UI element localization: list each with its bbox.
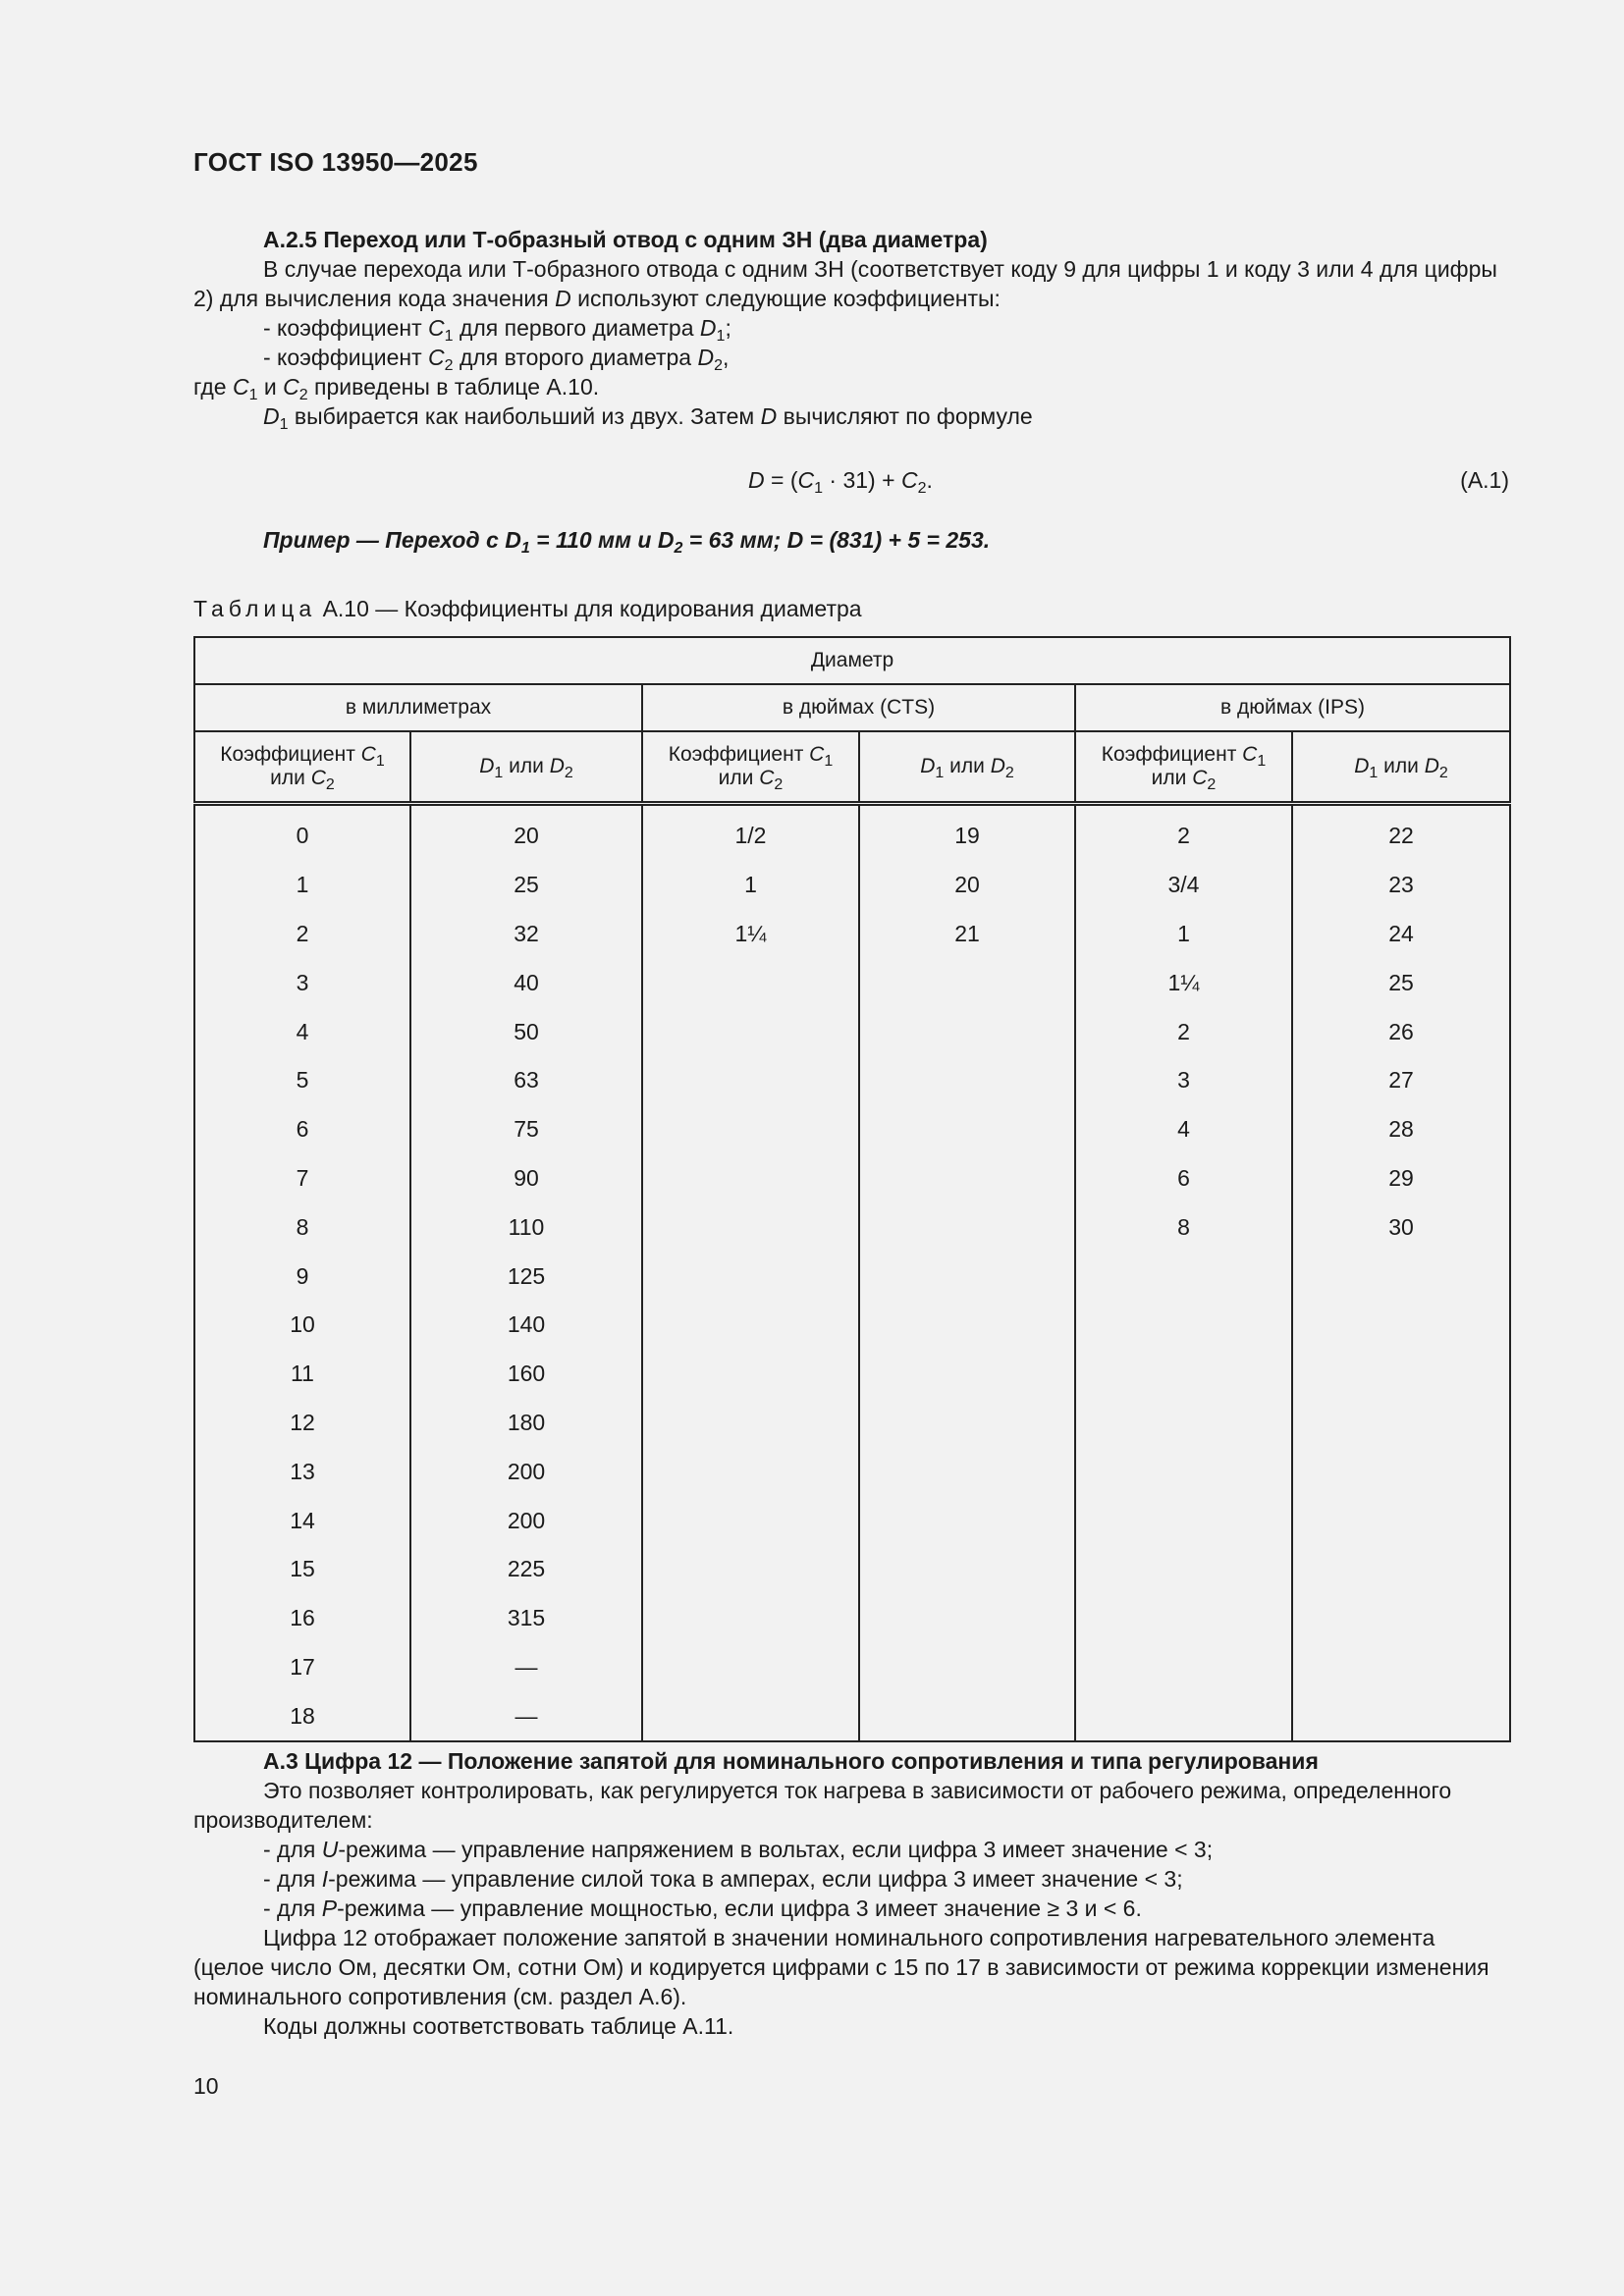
- table-row: [194, 1301, 1510, 1350]
- table-cell: [859, 958, 1075, 1007]
- table-cell: 1¼: [1075, 958, 1292, 1007]
- table-cell: [642, 1105, 859, 1154]
- list-item: - коэффициент $C_1$ для первого диаметра $D_1$;: [263, 315, 731, 345]
- table-row: [194, 1007, 1510, 1056]
- table-cell: [859, 1594, 1075, 1643]
- table-cell: 8: [1075, 1202, 1292, 1252]
- table-cell: 21: [859, 910, 1075, 959]
- table-cell: [642, 1056, 859, 1105]
- table-cell: 14: [194, 1496, 410, 1545]
- table-cell: [642, 1350, 859, 1399]
- table-row: [194, 1447, 1510, 1496]
- paragraph: где $C_1$ и $C_2$ приведены в таблице А.10.: [193, 374, 600, 403]
- table-cell: 1: [642, 861, 859, 910]
- table-row: [194, 1056, 1510, 1105]
- table-cell: 23: [1292, 861, 1510, 910]
- table-group-ips: в дюймах (IPS): [1075, 684, 1510, 731]
- table-cell: 125: [410, 1252, 642, 1301]
- table-cell: [1075, 1691, 1292, 1741]
- table-cell: 180: [410, 1399, 642, 1448]
- table-cell: 15: [194, 1545, 410, 1594]
- table-cell: 315: [410, 1594, 642, 1643]
- table-cell: 20: [859, 861, 1075, 910]
- table-cell: [859, 1301, 1075, 1350]
- table-cell: 28: [1292, 1105, 1510, 1154]
- table-row: [194, 1252, 1510, 1301]
- table-cell: 7: [194, 1154, 410, 1203]
- table-cell: [642, 958, 859, 1007]
- table-row: [194, 1545, 1510, 1594]
- table-cell: [859, 1202, 1075, 1252]
- table-cell: 12: [194, 1399, 410, 1448]
- table-caption: Таблица А.10 — Коэффициенты для кодирования диаметра: [193, 596, 862, 621]
- section-a25: [193, 225, 1509, 431]
- table-cell: 200: [410, 1447, 642, 1496]
- table-cell: [642, 1594, 859, 1643]
- table-cell: [1292, 1496, 1510, 1545]
- table-cell: 13: [194, 1447, 410, 1496]
- table-cell: 1: [194, 861, 410, 910]
- table-cell: 25: [410, 861, 642, 910]
- column-header-coefficient: Коэффициент $C_1$ или $C_2$: [194, 731, 410, 804]
- table-cell: [1075, 1545, 1292, 1594]
- table-cell: 8: [194, 1202, 410, 1252]
- paragraph: Это позволяет контролировать, как регулируется ток нагрева в зависимости от рабочего режима, определенного производителем:: [193, 1778, 1452, 1833]
- table-cell: [859, 1496, 1075, 1545]
- table-cell: [642, 1447, 859, 1496]
- table-cell: 30: [1292, 1202, 1510, 1252]
- table-cell: 17: [194, 1643, 410, 1692]
- table-cell: 3: [1075, 1056, 1292, 1105]
- table-cell: [642, 1545, 859, 1594]
- table-cell: [1292, 1252, 1510, 1301]
- table-cell: —: [410, 1691, 642, 1741]
- table-cell: 9: [194, 1252, 410, 1301]
- table-cell: [642, 1154, 859, 1203]
- table-group-mm: в миллиметрах: [194, 684, 642, 731]
- table-cell: 40: [410, 958, 642, 1007]
- table-cell: 19: [859, 804, 1075, 861]
- table-row: [194, 1496, 1510, 1545]
- table-cell: 16: [194, 1594, 410, 1643]
- table-cell: [642, 1643, 859, 1692]
- section-heading: А.3 Цифра 12 — Положение запятой для номинального сопротивления и типа регулирования: [263, 1748, 1319, 1774]
- table-cell: [642, 1691, 859, 1741]
- table-header-diameter: Диаметр: [194, 637, 1510, 684]
- example-text: Пример — Переход с $D_1 = 110$ мм и $D_2 = 63$ мм; D = (831) + 5 = 253.: [263, 527, 991, 557]
- column-header-diameter: $D_1$ или $D_2$: [859, 731, 1075, 804]
- table-row: [194, 1399, 1510, 1448]
- table-cell: [859, 1252, 1075, 1301]
- table-cell: [1075, 1594, 1292, 1643]
- section-heading: А.2.5 Переход или Т-образный отвод с одним ЗН (два диаметра): [263, 227, 988, 252]
- table-row: [194, 1691, 1510, 1741]
- table-row: [194, 1202, 1510, 1252]
- table-cell: 11: [194, 1350, 410, 1399]
- table-cell: [1292, 1447, 1510, 1496]
- table-row: [194, 1594, 1510, 1643]
- column-header-diameter: $D_1$ или $D_2$: [410, 731, 642, 804]
- table-cell: [859, 1691, 1075, 1741]
- table-cell: 90: [410, 1154, 642, 1203]
- table-cell: 5: [194, 1056, 410, 1105]
- table-cell: 2: [194, 910, 410, 959]
- table-row: [194, 1350, 1510, 1399]
- table-cell: [642, 1496, 859, 1545]
- paragraph: В случае перехода или Т-образного отвода с одним ЗН (соответствует коду 9 для цифры 1 и коду 3 или 4 для цифры 2) для вычисления кода значения D используют следующие коэффициенты:: [193, 256, 1497, 311]
- column-header-diameter: $D_1$ или $D_2$: [1292, 731, 1510, 804]
- paragraph: Цифра 12 отображает положение запятой в значении номинального сопротивления нагревательного элемента (целое число Ом, десятки Ом, сотни Ом) и кодируется цифрами с 15 по 17 в зависимости от режима коррекции изменения номинального сопротивления (см. раздел А.6).: [193, 1925, 1489, 2009]
- list-item: - для I-режима — управление силой тока в амперах, если цифра 3 имеет значение < 3;: [263, 1866, 1183, 1892]
- table-cell: [642, 1252, 859, 1301]
- table-row: [194, 1643, 1510, 1692]
- table-cell: [642, 1202, 859, 1252]
- table-row: [194, 958, 1510, 1007]
- table-cell: 2: [1075, 1007, 1292, 1056]
- paragraph: $D_1$ выбирается как наибольший из двух. Затем D вычисляют по формуле: [263, 403, 1033, 433]
- table-row: [194, 1154, 1510, 1203]
- document-header: ГОСТ ISO 13950—2025: [193, 147, 478, 177]
- table-cell: 2: [1075, 804, 1292, 861]
- table-cell: 140: [410, 1301, 642, 1350]
- table-cell: [1292, 1691, 1510, 1741]
- table-cell: [859, 1643, 1075, 1692]
- table-cell: 225: [410, 1545, 642, 1594]
- page-number: 10: [193, 2073, 219, 2099]
- table-cell: [1292, 1350, 1510, 1399]
- table-cell: [642, 1007, 859, 1056]
- formula-number: (А.1): [1460, 467, 1509, 493]
- table-cell: [859, 1350, 1075, 1399]
- table-cell: 6: [194, 1105, 410, 1154]
- table-cell: 10: [194, 1301, 410, 1350]
- table-cell: [1292, 1545, 1510, 1594]
- table-cell: [642, 1301, 859, 1350]
- table-cell: [859, 1154, 1075, 1203]
- table-cell: [859, 1399, 1075, 1448]
- table-cell: [1075, 1399, 1292, 1448]
- list-item: - для P-режима — управление мощностью, если цифра 3 имеет значение ≥ 3 и < 6.: [263, 1896, 1142, 1921]
- table-cell: [1075, 1350, 1292, 1399]
- table-cell: 4: [194, 1007, 410, 1056]
- table-cell: [1075, 1301, 1292, 1350]
- table-cell: 26: [1292, 1007, 1510, 1056]
- table-cell: [1292, 1594, 1510, 1643]
- list-item: - для U-режима — управление напряжением в вольтах, если цифра 3 имеет значение < 3;: [263, 1837, 1214, 1862]
- table-cell: 25: [1292, 958, 1510, 1007]
- table-row: [194, 910, 1510, 959]
- table-row: [194, 804, 1510, 861]
- table-cell: [1075, 1643, 1292, 1692]
- table-cell: 27: [1292, 1056, 1510, 1105]
- table-cell: 18: [194, 1691, 410, 1741]
- table-cell: 110: [410, 1202, 642, 1252]
- column-header-coefficient: Коэффициент $C_1$ или $C_2$: [1075, 731, 1292, 804]
- table-cell: 1¼: [642, 910, 859, 959]
- table-cell: [859, 1447, 1075, 1496]
- table-cell: [1292, 1399, 1510, 1448]
- table-cell: [859, 1007, 1075, 1056]
- table-cell: 20: [410, 804, 642, 861]
- table-cell: [1075, 1496, 1292, 1545]
- table-cell: 1/2: [642, 804, 859, 861]
- table-cell: 160: [410, 1350, 642, 1399]
- column-header-coefficient: Коэффициент $C_1$ или $C_2$: [642, 731, 859, 804]
- table-cell: 3/4: [1075, 861, 1292, 910]
- coefficient-table: [193, 636, 1511, 1742]
- table-cell: [1075, 1252, 1292, 1301]
- table-cell: [859, 1105, 1075, 1154]
- table-cell: 3: [194, 958, 410, 1007]
- table-cell: 29: [1292, 1154, 1510, 1203]
- table-row: [194, 861, 1510, 910]
- table-cell: 0: [194, 804, 410, 861]
- table-row: [194, 1105, 1510, 1154]
- table-cell: 32: [410, 910, 642, 959]
- table-cell: 50: [410, 1007, 642, 1056]
- table-cell: 75: [410, 1105, 642, 1154]
- section-a3: [193, 1746, 1509, 2041]
- table-cell: 200: [410, 1496, 642, 1545]
- list-item: - коэффициент $C_2$ для второго диаметра $D_2$,: [263, 345, 730, 374]
- table-group-cts: в дюймах (CTS): [642, 684, 1075, 731]
- table-cell: [1075, 1447, 1292, 1496]
- table-cell: [859, 1056, 1075, 1105]
- table-cell: 1: [1075, 910, 1292, 959]
- table-cell: 4: [1075, 1105, 1292, 1154]
- table-body: [194, 804, 1510, 1742]
- table-cell: —: [410, 1643, 642, 1692]
- table-cell: 24: [1292, 910, 1510, 959]
- table-cell: [859, 1545, 1075, 1594]
- table-cell: [1292, 1643, 1510, 1692]
- table-cell: [1292, 1301, 1510, 1350]
- table-cell: 63: [410, 1056, 642, 1105]
- table-cell: 22: [1292, 804, 1510, 861]
- paragraph: Коды должны соответствовать таблице А.11.: [263, 2013, 734, 2039]
- formula: $D = (C_1 \cdot 31) + C_2$.: [748, 467, 933, 497]
- table-cell: 6: [1075, 1154, 1292, 1203]
- table-cell: [642, 1399, 859, 1448]
